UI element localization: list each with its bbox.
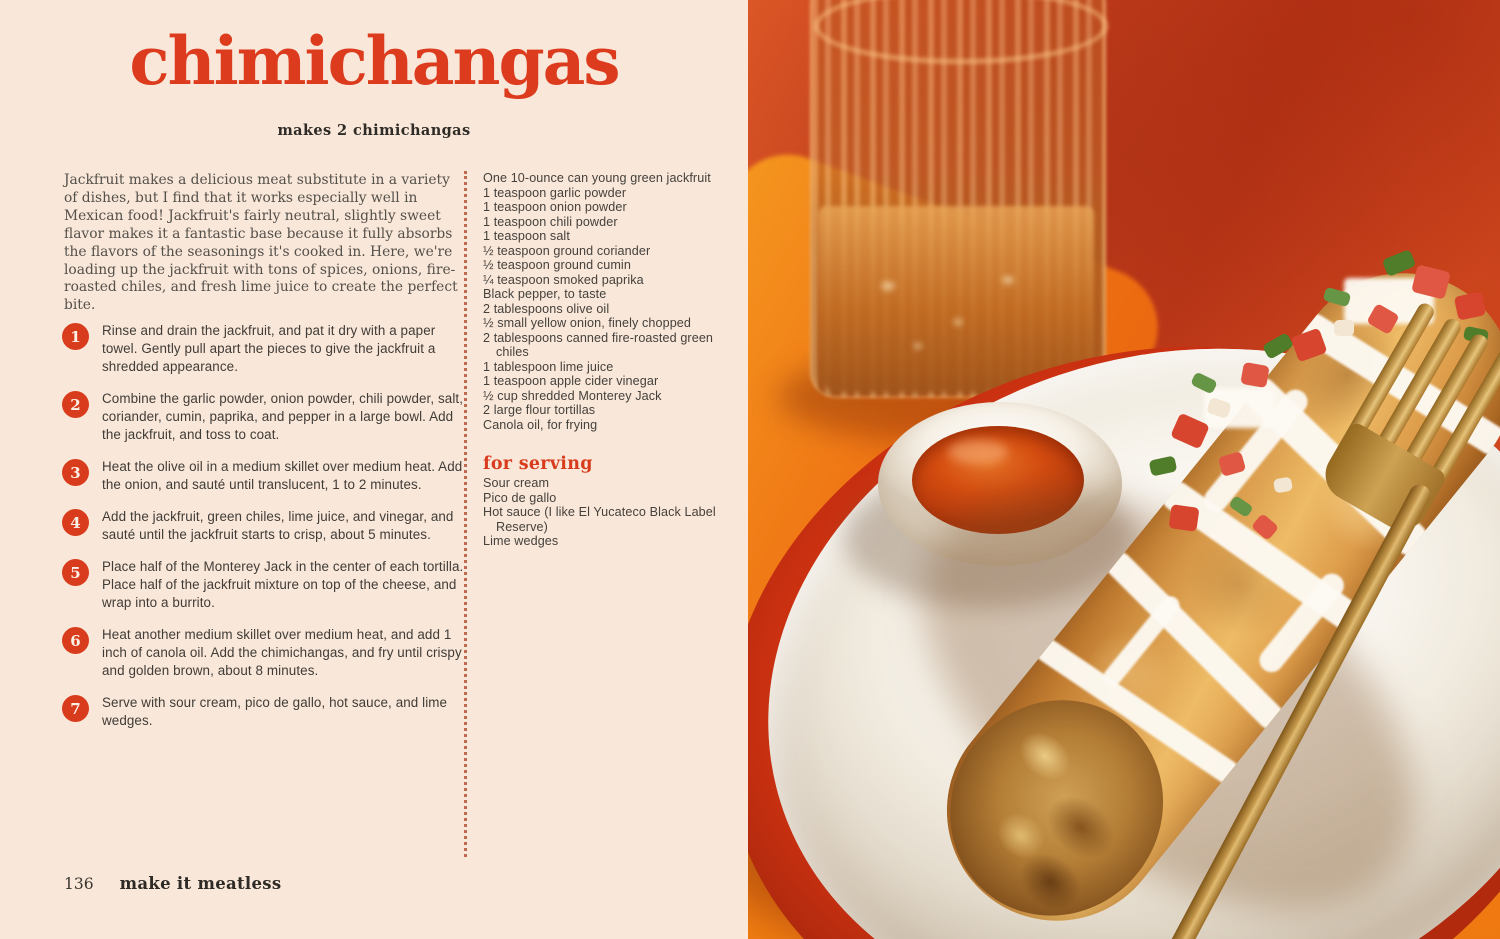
ingredient: ½ small yellow onion, finely chopped [483,316,692,330]
step-5 [62,558,464,612]
ingredient: ½ teaspoon ground coriander [483,243,651,258]
step-7 [62,694,464,730]
step-1 [62,322,464,376]
ingredient: 1 teaspoon onion powder [483,200,627,214]
ingredients-column [483,171,728,549]
ingredient: 1 teaspoon garlic powder [483,185,627,200]
recipe-page [0,0,748,939]
recipe-yield: makes 2 chimichangas [277,122,471,139]
ingredient: 2 large flour tortillas [483,403,596,417]
tomato-piece [1454,291,1486,320]
tomato-piece [1290,328,1327,363]
step-number-badge: 6 [62,627,89,654]
ingredient: 1 tablespoon lime juice [483,359,614,374]
step-text: Heat another medium skillet over medium heat, and add 1 inch of canola oil. Add the chimichangas, and fry until crispy and golden brown, about 8 minutes. [102,627,462,678]
recipe-title: chimichangas [129,22,619,100]
cilantro-piece [1228,495,1254,518]
tomato-piece [1168,504,1199,532]
food-photo [748,0,1500,939]
onion-piece [1273,477,1293,494]
step-number-badge: 4 [62,509,89,536]
ingredient: 1 teaspoon chili powder [483,214,618,229]
step-6 [62,626,464,680]
serving-item: Sour cream [483,476,550,490]
ingredient: Black pepper, to taste [483,287,607,301]
onion-piece [1334,320,1354,336]
step-number-badge: 2 [62,391,89,418]
page-number: 136 [64,875,94,893]
ingredient: 2 tablespoons olive oil [483,301,610,316]
step-text: Serve with sour cream, pico de gallo, hot sauce, and lime wedges. [102,695,448,728]
step-text: Place half of the Monterey Jack in the center of each tortilla. Place half of the jackfruit mixture on top of the cheese, and wrap into a burrito. [102,559,464,610]
step-number-badge: 3 [62,459,89,486]
dotted-divider [464,171,467,857]
serving-item: Lime wedges [483,534,559,548]
sauce-highlight [948,440,1008,464]
ingredient: 2 tablespoons canned fire-roasted green chiles [483,330,714,359]
ingredient: ½ teaspoon ground cumin [483,258,631,272]
chapter-title: make it meatless [119,874,282,893]
ingredient: ¼ teaspoon smoked paprika [483,272,644,287]
serving-item: Pico de gallo [483,490,557,505]
for-serving-heading: for serving [483,454,593,474]
ingredients-list [483,171,728,432]
ingredient: One 10-ounce can young green jackfruit [483,171,711,185]
cilantro-piece [1262,332,1294,360]
tomato-piece [1251,513,1279,541]
step-4 [62,508,464,544]
step-number-badge: 1 [62,323,89,350]
step-text: Add the jackfruit, green chiles, lime juice, and vinegar, and sauté until the jackfruit starts to crisp, about 5 minutes. [102,509,454,542]
step-3 [62,458,464,494]
step-text: Heat the olive oil in a medium skillet over medium heat. Add the onion, and sauté until translucent, 1 to 2 minutes. [102,459,463,492]
page-footer [64,874,281,893]
crema-drip [1100,593,1183,690]
ingredient: ½ cup shredded Monterey Jack [483,388,662,403]
step-number-badge: 5 [62,559,89,586]
tomato-piece [1240,362,1269,388]
ingredient: 1 teaspoon salt [483,229,570,243]
glass-sparkle [848,250,1048,370]
serving-list [483,476,728,549]
step-2 [62,390,464,444]
cilantro-piece [1149,455,1178,476]
ingredient: Canola oil, for frying [483,417,598,432]
serving-item: Hot sauce (I like El Yucateco Black Label Reserve) [483,505,716,534]
ingredient: 1 teaspoon apple cider vinegar [483,374,659,388]
step-text: Rinse and drain the jackfruit, and pat it dry with a paper towel. Gently pull apart the pieces to give the jackfruit a shredded appearance. [102,323,436,374]
tomato-piece [1218,451,1247,477]
step-text: Combine the garlic powder, onion powder, chili powder, salt, coriander, cumin, paprika, and pepper in a large bowl. Add the jackfruit, and toss to coat. [102,391,464,442]
step-number-badge: 7 [62,695,89,722]
recipe-intro: Jackfruit makes a delicious meat substitute in a variety of dishes, but I find that it works especially well in Mexican food! Jackfruit's fairly neutral, slightly sweet flavor makes it a fantastic base because it fully absorbs the flavors of the seasonings it's cooked in. Here, we're loading up the jackfruit with tons of spices, onions, fire-roasted chiles, and fresh lime juice to create the perfect bite. [64,172,458,314]
recipe-steps [62,322,464,744]
